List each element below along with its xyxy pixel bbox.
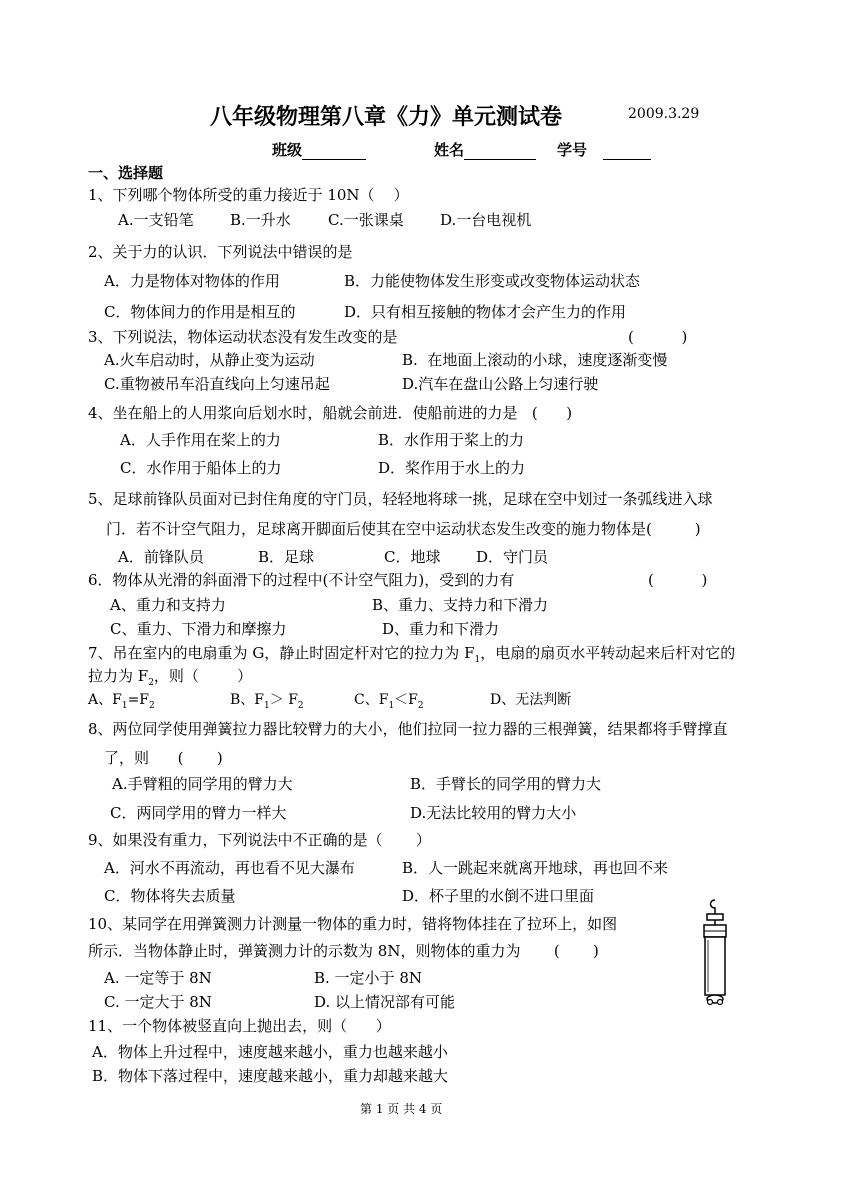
class-field	[272, 139, 366, 160]
q7-option-d: D、无法判断	[490, 692, 572, 708]
q1-option-a: A.一支铅笔	[118, 211, 194, 229]
q8-option-d: D.无法比较用的臂力大小	[410, 804, 577, 822]
q5-option-d: D．守门员	[476, 548, 549, 566]
q6-option-b: B、重力、支持力和下滑力	[372, 596, 549, 614]
q7-stem1-text: 7、吊在室内的电扇重为 G，静止时固定杆对它的拉力为 F	[88, 644, 475, 662]
q3-option-c: C.重物被吊车沿直线向上匀速吊起	[104, 375, 330, 393]
q9-stem: 9、如果没有重力，下列说法中不正确的是（ ）	[88, 831, 431, 849]
q3-option-d: D.汽车在盘山公路上匀速行驶	[402, 375, 599, 393]
q7-sub: 2	[417, 700, 424, 711]
q5-option-a: A．前锋队员	[118, 548, 204, 566]
q7-stem2-text-cont: ，则（ ）	[153, 667, 253, 685]
q7-sub: 1	[474, 655, 481, 665]
q1-stem: 1、下列哪个物体所受的重力接近于 10N（ ）	[88, 186, 409, 204]
q3-stem: 3、下列说法，物体运动状态没有发生改变的是	[88, 328, 398, 346]
q4-option-b: B．水作用于桨上的力	[378, 431, 525, 449]
q7-c-text-cont: ＜F	[394, 692, 418, 708]
q6-stem: 6．物体从光滑的斜面滑下的过程中(不计空气阻力)，受到的力有	[88, 571, 515, 589]
q2-option-d: D．只有相互接触的物体才会产生力的作用	[344, 303, 627, 321]
q8-option-c: C．两同学用的臂力一样大	[110, 804, 287, 822]
q9-option-c: C．物体将失去质量	[104, 887, 236, 905]
q7-stem-line2	[88, 666, 252, 693]
q7-a-text-cont: =F	[127, 692, 150, 708]
q7-c-text: C、F	[354, 692, 389, 708]
q8-option-b: B．手臂长的同学用的臂力大	[410, 775, 602, 793]
q10-stem-line2: 所示．当物体静止时，弹簧测力计的示数为 8N，则物体的重力为 ( )	[88, 942, 599, 960]
q10-option-d: D. 以上情况部有可能	[314, 993, 456, 1011]
id-label: 学号	[557, 141, 588, 159]
q8-stem-line2: 了，则 ( )	[104, 749, 223, 767]
q2-option-c: C．物体间力的作用是相互的	[104, 303, 296, 321]
name-field	[434, 139, 536, 160]
q6-answer-paren: ( )	[648, 571, 708, 589]
id-blank[interactable]	[603, 143, 651, 160]
q7-a-text: A、F	[88, 692, 122, 708]
q11-option-b: B．物体下落过程中，速度越来越小，重力却越来越大	[92, 1067, 449, 1085]
q7-b-text: B、F	[230, 692, 265, 708]
q10-stem-line1: 10、某同学在用弹簧测力计测量一物体的重力时，错将物体挂在了拉环上，如图	[88, 915, 618, 933]
id-field	[557, 139, 651, 160]
name-blank[interactable]	[464, 143, 536, 160]
q3-option-b: B. 在地面上滚动的小球，速度逐渐变慢	[402, 351, 668, 369]
q10-option-c: C. 一定大于 8N	[104, 993, 212, 1011]
class-label: 班级	[272, 141, 303, 159]
q7-b-text-cont: ＞ F	[269, 692, 298, 708]
q6-option-a: A、重力和支持力	[110, 596, 226, 614]
q4-option-c: C．水作用于船体上的力	[120, 459, 282, 477]
q2-option-b: B．力能使物体发生形变或改变物体运动状态	[344, 272, 641, 290]
q2-stem: 2、关于力的认识．下列说法中错误的是	[88, 243, 353, 261]
exam-date: 2009.3.29	[628, 106, 700, 122]
q9-option-d: D．杯子里的水倒不进口里面	[402, 887, 595, 905]
q3-answer-paren: ( )	[628, 328, 688, 346]
q6-option-c: C、重力、下滑力和摩擦力	[110, 620, 287, 638]
q5-option-c: C．地球	[384, 548, 441, 566]
q5-option-b: B．足球	[258, 548, 315, 566]
page-number: 第 1 页 共 4 页	[360, 1102, 443, 1116]
q7-sub: 1	[121, 700, 128, 711]
spring-scale-figure	[690, 898, 740, 1008]
q7-sub: 2	[149, 700, 155, 711]
q10-option-a: A. 一定等于 8N	[104, 969, 212, 987]
q10-option-b: B. 一定小于 8N	[314, 969, 422, 987]
q7-sub: 1	[388, 700, 395, 711]
section-heading: 一、选择题	[88, 164, 164, 182]
q11-option-a: A．物体上升过程中，速度越来越小，重力也越来越小	[92, 1043, 448, 1061]
q1-option-c: C.一张课桌	[328, 211, 404, 229]
q9-option-a: A．河水不再流动，再也看不见大瀑布	[104, 859, 355, 877]
q6-option-d: D、重力和下滑力	[382, 620, 500, 638]
q5-stem-line1: 5、足球前锋队员面对已封住角度的守门员，轻轻地将球一挑，足球在空中划过一条弧线进入球	[88, 490, 713, 508]
name-label: 姓名	[434, 141, 465, 159]
q4-option-a: A．人手作用在桨上的力	[120, 431, 281, 449]
q7-sub: 1	[264, 700, 270, 711]
class-blank[interactable]	[302, 143, 366, 160]
q3-option-a: A.火车启动时，从静止变为运动	[104, 351, 315, 369]
q4-option-d: D．桨作用于水上的力	[378, 459, 526, 477]
q7-stem1-text-cont: ，电扇的扇页水平转动起来后杆对它的	[480, 644, 736, 662]
q1-option-b: B.一升水	[230, 211, 291, 229]
q4-stem: 4、坐在船上的人用浆向后划水时，船就会前进．使船前进的力是 ( )	[88, 404, 573, 422]
q2-option-a: A．力是物体对物体的作用	[104, 272, 280, 290]
q7-stem2-text: 拉力为 F	[88, 667, 149, 685]
q1-option-d: D.一台电视机	[440, 211, 532, 229]
hook-icon	[711, 900, 716, 914]
q7-option-c	[354, 690, 424, 716]
q7-option-b	[230, 690, 304, 716]
q9-option-b: B．人一跳起来就离开地球，再也回不来	[402, 859, 669, 877]
q7-option-a	[88, 690, 155, 716]
q5-stem-line2: 门．若不计空气阻力，足球离开脚面后使其在空中运动状态发生改变的施力物体是( )	[106, 520, 701, 538]
page-title: 八年级物理第八章《力》单元测试卷	[210, 105, 563, 130]
q8-stem-line1: 8、两位同学使用弹簧拉力器比较臂力的大小，他们拉同一拉力器的三根弹簧，结果都将手臂撑直	[88, 720, 728, 738]
q8-option-a: A.手臂粗的同学用的臂力大	[112, 775, 293, 793]
q7-sub: 2	[297, 700, 304, 711]
q11-stem: 11、一个物体被竖直向上抛出去，则（ ）	[88, 1017, 391, 1035]
q7-sub: 2	[148, 678, 154, 688]
